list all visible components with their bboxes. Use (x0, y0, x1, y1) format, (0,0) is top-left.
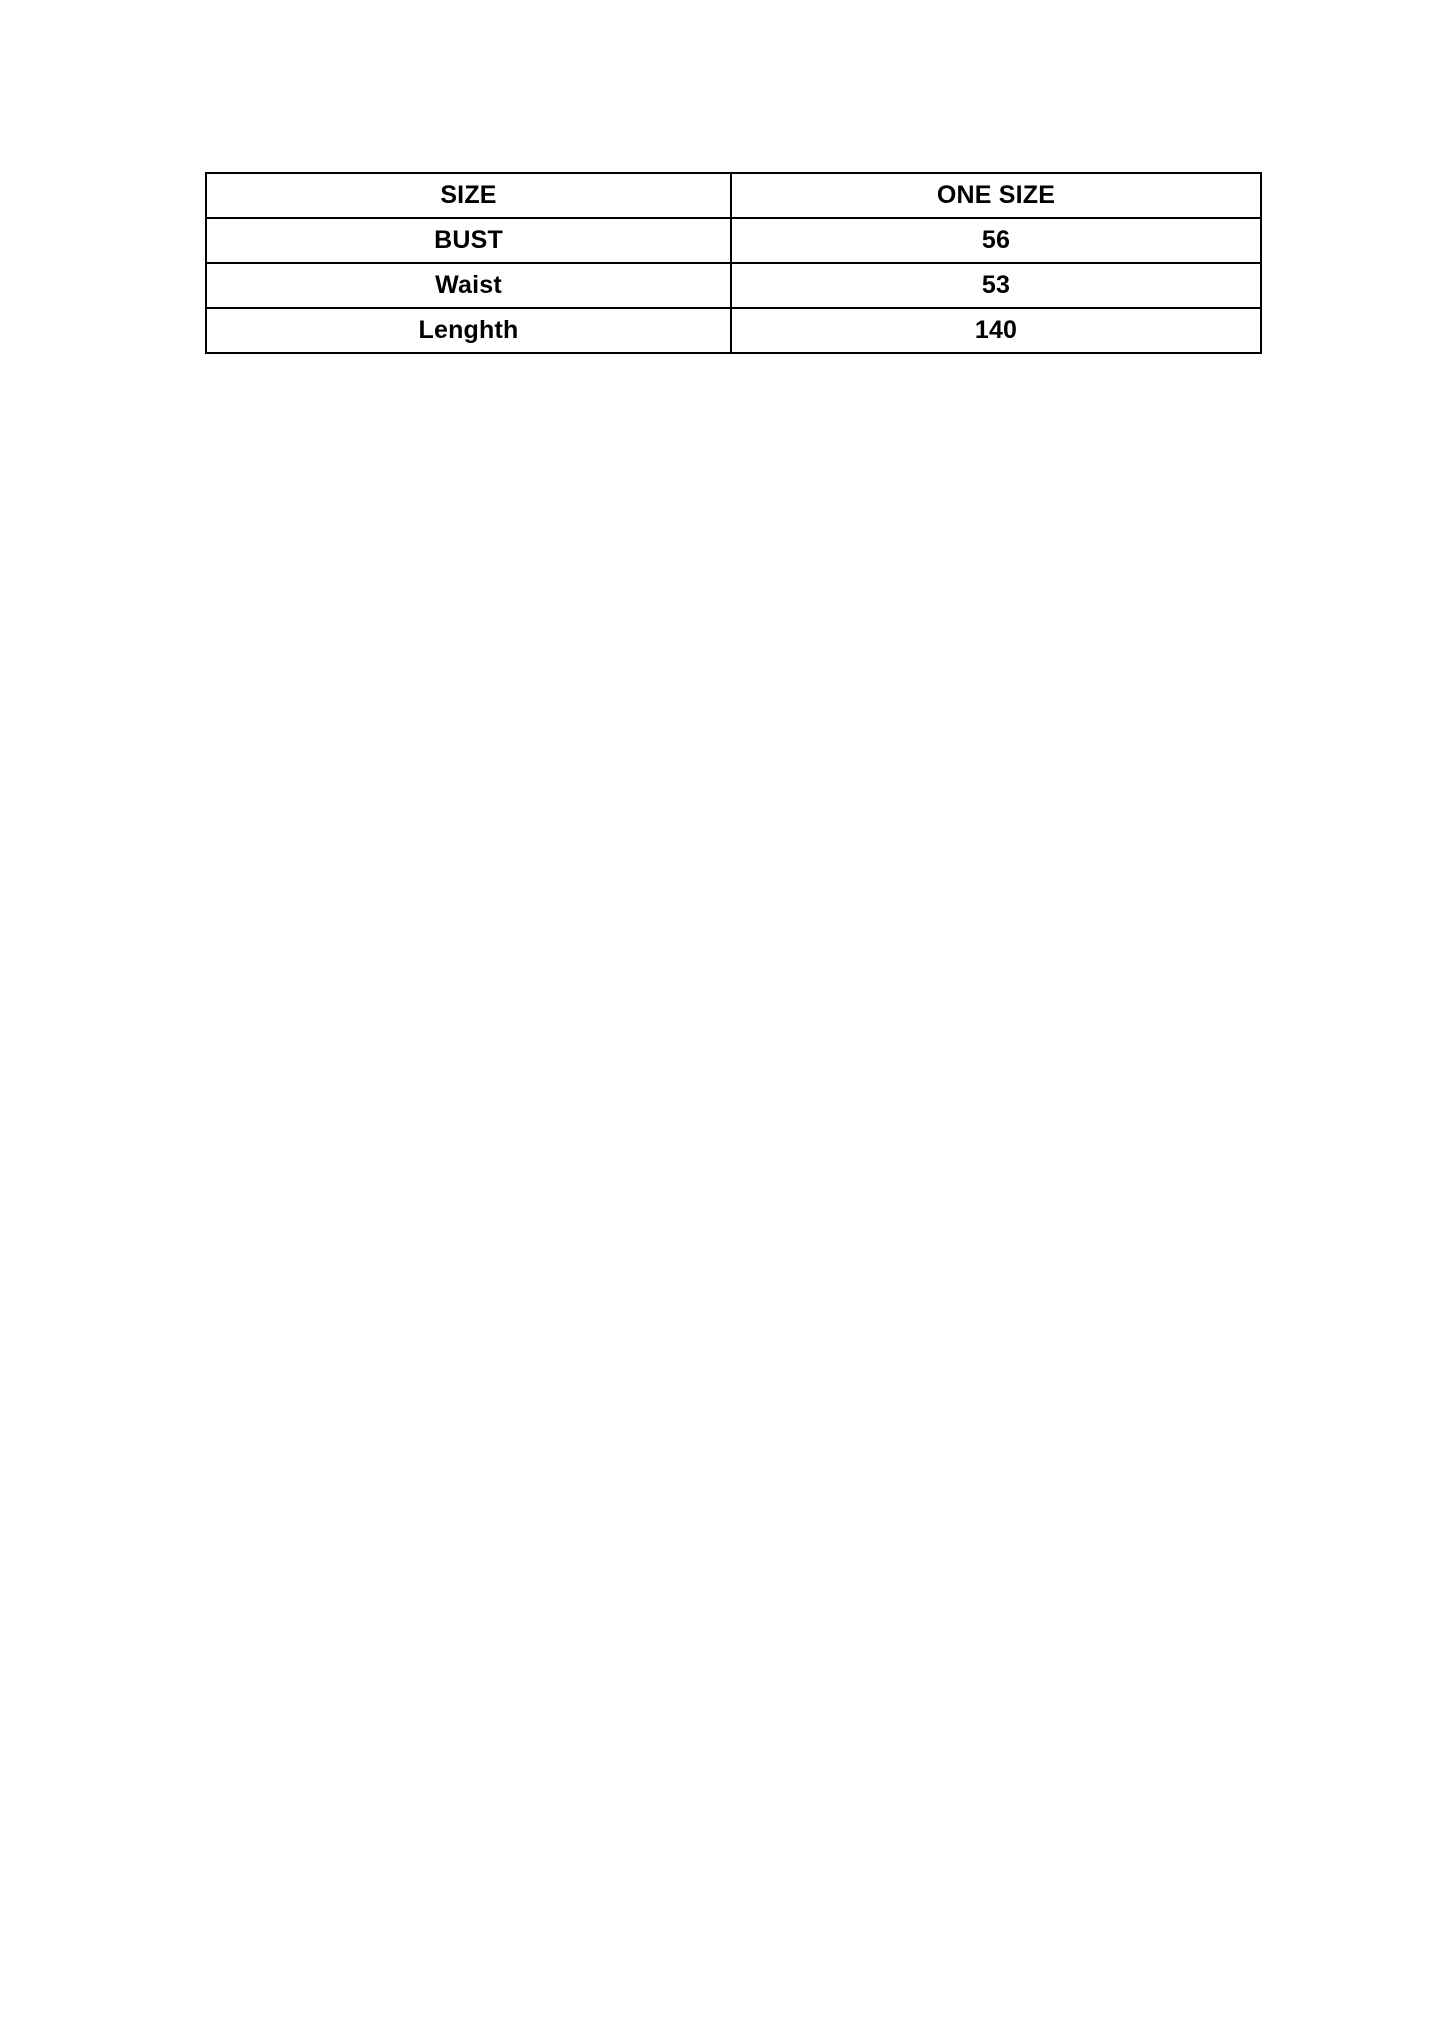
table-row (206, 218, 1261, 263)
size-chart-body (206, 173, 1261, 353)
size-chart-table (205, 172, 1262, 354)
table-cell-label: Lenghth (206, 308, 731, 353)
table-row (206, 308, 1261, 353)
table-cell-value: 56 (731, 218, 1261, 263)
table-row (206, 173, 1261, 218)
table-cell-label: BUST (206, 218, 731, 263)
table-cell-value: 140 (731, 308, 1261, 353)
table-cell-label: SIZE (206, 173, 731, 218)
table-cell-label: Waist (206, 263, 731, 308)
table-row (206, 263, 1261, 308)
table-cell-value: ONE SIZE (731, 173, 1261, 218)
table-cell-value: 53 (731, 263, 1261, 308)
